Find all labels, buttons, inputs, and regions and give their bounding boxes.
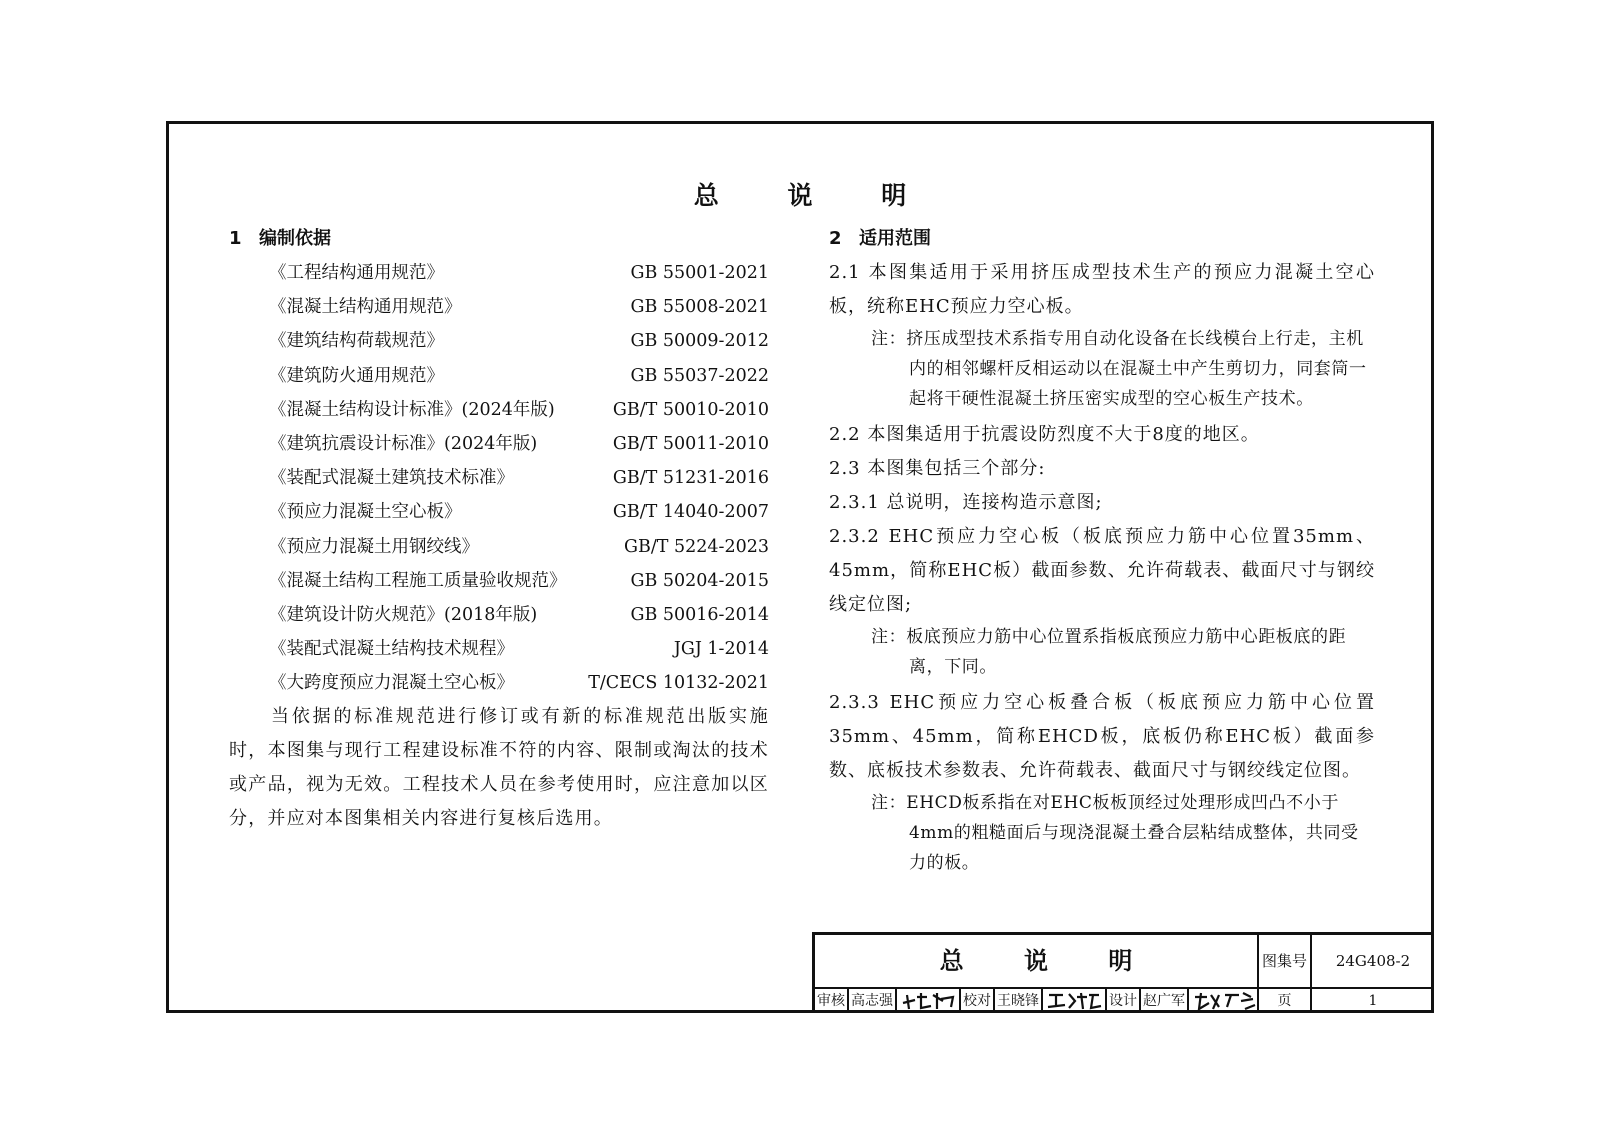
design-label: 设计 bbox=[1107, 989, 1141, 1013]
designer-name: 赵广军 bbox=[1141, 989, 1189, 1013]
review-label: 审核 bbox=[815, 989, 849, 1013]
designer-signature bbox=[1189, 989, 1259, 1013]
standard-name: 《预应力混凝土空心板》 bbox=[269, 502, 462, 523]
clause-2-2: 2.2 本图集适用于抗震设防烈度不大于8度的地区。 bbox=[829, 424, 1260, 445]
standard-code: JGJ 1-2014 bbox=[673, 639, 769, 660]
standard-name: 《建筑设计防火规范》(2018年版) bbox=[269, 604, 538, 625]
section-compile-basis bbox=[229, 222, 769, 836]
standard-row bbox=[229, 598, 769, 632]
standard-name: 《混凝土结构通用规范》 bbox=[269, 297, 462, 318]
standard-code: GB 55001-2021 bbox=[630, 263, 769, 283]
standard-code: GB 50009-2012 bbox=[630, 331, 769, 352]
atlas-label: 图集号 bbox=[1259, 935, 1312, 987]
standard-code: GB 55008-2021 bbox=[630, 297, 769, 318]
page-label: 页 bbox=[1259, 989, 1312, 1013]
standard-code: T/CECS 10132-2021 bbox=[588, 673, 769, 694]
standard-code: GB/T 5224-2023 bbox=[624, 536, 769, 557]
section-scope bbox=[829, 222, 1375, 882]
note-extrusion: 注：挤压成型技术系指专用自动化设备在长线模台上行走，主机内的相邻螺杆反相运动以在混凝土中产生剪切力，同套筒一起将干硬性混凝土挤压密实成型的空心板生产技术。 bbox=[871, 329, 1367, 409]
standard-row bbox=[229, 564, 769, 598]
standard-name: 《预应力混凝土用钢绞线》 bbox=[269, 536, 479, 557]
standard-row bbox=[229, 393, 769, 427]
checker-name: 王晓锋 bbox=[995, 989, 1043, 1013]
standard-name: 《混凝土结构工程施工质量验收规范》 bbox=[269, 570, 567, 591]
standard-code: GB/T 51231-2016 bbox=[612, 468, 769, 489]
standard-code: GB 55037-2022 bbox=[630, 365, 769, 386]
standard-name: 《大跨度预应力混凝土空心板》 bbox=[269, 673, 514, 694]
check-label: 校对 bbox=[961, 989, 995, 1013]
note-tendon-position: 注：板底预应力筋中心位置系指板底预应力筋中心距板底的距离，下同。 bbox=[871, 627, 1347, 677]
standard-row bbox=[229, 359, 769, 393]
clause-2-3-1: 2.3.1 总说明，连接构造示意图; bbox=[829, 492, 1103, 513]
page-number: 1 bbox=[1368, 993, 1378, 1009]
section-number: 1 bbox=[229, 228, 242, 249]
standard-row bbox=[229, 290, 769, 324]
standard-row bbox=[229, 427, 769, 461]
title-block-title: 总 说 明 bbox=[815, 935, 1259, 987]
revision-note-paragraph: 当依据的标准规范进行修订或有新的标准规范出版实施时，本图集与现行工程建设标准不符的内容、限制或淘汰的技术或产品，视为无效。工程技术人员在参考使用时，应注意加以区分，并应对本图集相关内容进行复核后选用。 bbox=[229, 706, 769, 830]
drawing-frame bbox=[166, 121, 1434, 1013]
standard-name: 《建筑抗震设计标准》(2024年版) bbox=[269, 433, 538, 454]
standard-name: 《建筑防火通用规范》 bbox=[269, 365, 444, 386]
page-title: 总 说 明 bbox=[693, 181, 937, 210]
standard-row bbox=[229, 495, 769, 529]
section-title: 编制依据 bbox=[259, 228, 331, 249]
standard-row bbox=[229, 461, 769, 495]
clause-2-1: 2.1 本图集适用于采用挤压成型技术生产的预应力混凝土空心板，统称EHC预应力空心板。 bbox=[829, 262, 1375, 317]
atlas-number: 24G408-2 bbox=[1335, 952, 1411, 970]
section-heading bbox=[229, 222, 769, 256]
note-ehcd: 注：EHCD板系指在对EHC板板顶经过处理形成凹凸不小于4mm的粗糙面后与现浇混凝土叠合层粘结成整体，共同受力的板。 bbox=[871, 793, 1359, 873]
standard-row bbox=[229, 666, 769, 700]
standard-code: GB/T 14040-2007 bbox=[612, 502, 769, 523]
clause-2-3: 2.3 本图集包括三个部分: bbox=[829, 458, 1046, 479]
standard-name: 《工程结构通用规范》 bbox=[269, 263, 444, 283]
section-heading bbox=[829, 222, 1375, 256]
clause-2-3-2: 2.3.2 EHC预应力空心板（板底预应力筋中心位置35mm、45mm，简称EHC板）截面参数、允许荷载表、截面尺寸与钢绞线定位图; bbox=[829, 526, 1375, 615]
standard-code: GB 50204-2015 bbox=[630, 570, 769, 591]
standard-row bbox=[229, 530, 769, 564]
section-number: 2 bbox=[829, 228, 842, 249]
standard-row bbox=[229, 632, 769, 666]
checker-signature bbox=[1043, 989, 1107, 1013]
standards-list bbox=[229, 256, 769, 700]
standard-row bbox=[229, 324, 769, 358]
standard-code: GB/T 50010-2010 bbox=[612, 399, 769, 420]
standard-name: 《建筑结构荷载规范》 bbox=[269, 331, 444, 352]
standard-name: 《装配式混凝土建筑技术标准》 bbox=[269, 468, 514, 489]
standard-name: 《装配式混凝土结构技术规程》 bbox=[269, 639, 514, 660]
standard-code: GB 50016-2014 bbox=[630, 604, 769, 625]
standard-row bbox=[229, 256, 769, 290]
title-block bbox=[812, 932, 1434, 1013]
reviewer-signature bbox=[897, 989, 961, 1013]
clause-2-3-3: 2.3.3 EHC预应力空心板叠合板（板底预应力筋中心位置35mm、45mm，简称EHCD板，底板仍称EHC板）截面参数、底板技术参数表、允许荷载表、截面尺寸与钢绞线定位图。 bbox=[829, 692, 1375, 781]
reviewer-name: 高志强 bbox=[849, 989, 897, 1013]
standard-name: 《混凝土结构设计标准》(2024年版) bbox=[269, 399, 555, 420]
section-title: 适用范围 bbox=[859, 228, 931, 249]
standard-code: GB/T 50011-2010 bbox=[612, 433, 769, 454]
